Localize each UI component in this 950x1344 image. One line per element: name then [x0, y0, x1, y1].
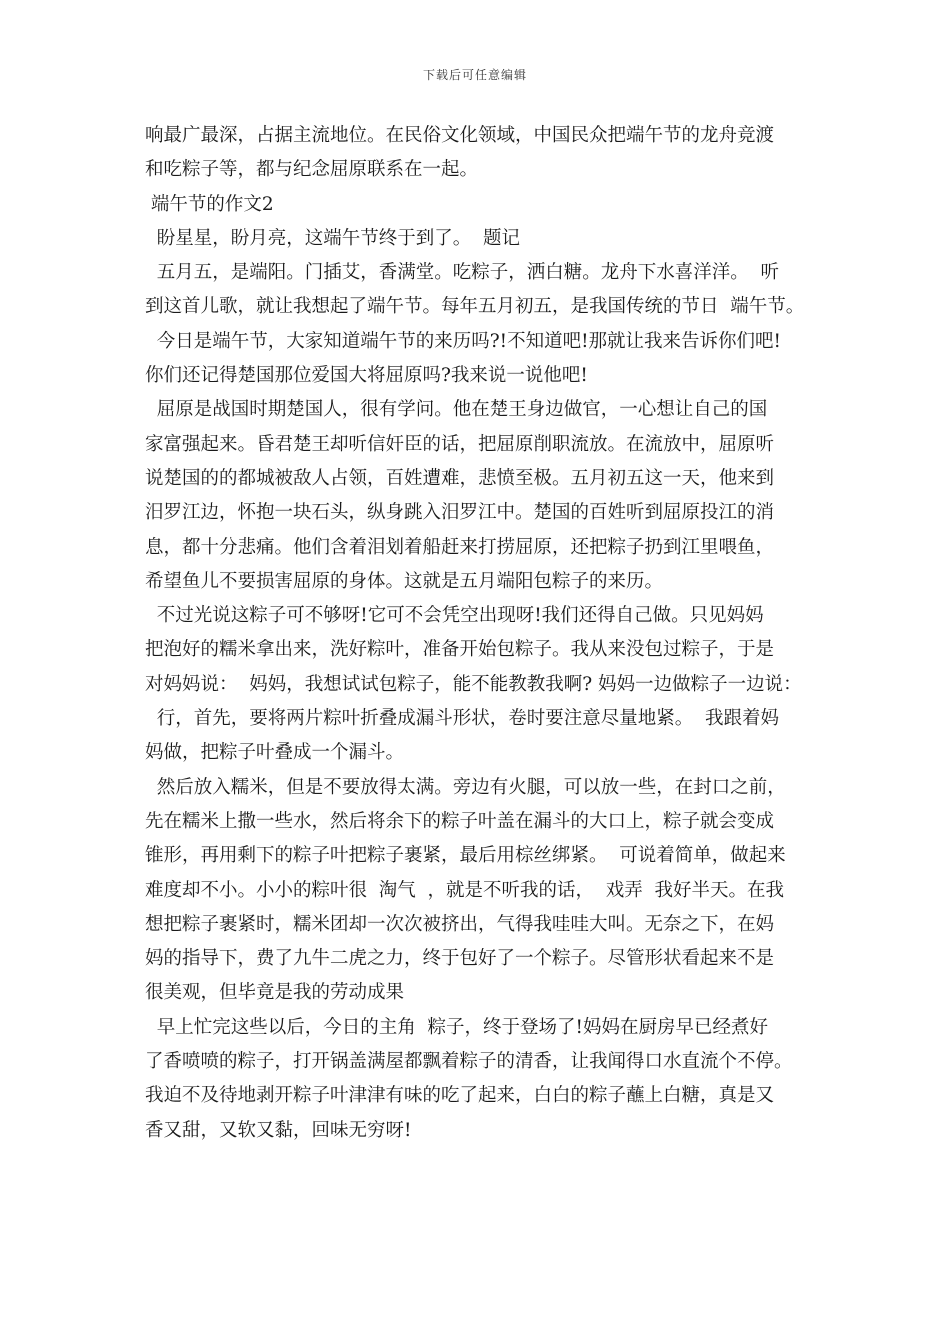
text-line: 很美观，但毕竟是我的劳动成果 — [145, 982, 405, 1004]
text-line: 说楚国的的都城被敌人占领，百姓遭难，悲愤至极。五月初五这一天，他来到 — [145, 467, 775, 489]
essay-body — [145, 119, 831, 1148]
text-line: 香又甜，又软又黏，回味无穷呀! — [145, 1119, 412, 1141]
text-line: 想把粽子裹紧时，糯米团却一次次被挤出，气得我哇哇大叫。无奈之下，在妈 — [145, 913, 775, 935]
text-line: 五月五，是端阳。门插艾，香满堂。吃粽子，洒白糖。龙舟下水喜洋洋。 听 — [145, 262, 780, 284]
text-line: 盼星星，盼月亮，这端午节终于到了。 题记 — [145, 227, 521, 249]
text-line: 到这首儿歌，就让我想起了端午节。每年五月初五，是我国传统的节日 端午节。 — [145, 296, 805, 318]
text-line: 我迫不及待地剥开粽子叶津津有味的吃了起来，白白的粽子蘸上白糖，真是又 — [145, 1085, 775, 1107]
text-line: 然后放入糯米，但是不要放得太满。旁边有火腿，可以放一些，在封口之前， — [145, 776, 786, 798]
text-line: 息，都十分悲痛。他们含着泪划着船赶来打捞屈原，还把粽子扔到江里喂鱼， — [145, 536, 775, 558]
text-line: 和吃粽子等，都与纪念屈原联系在一起。 — [145, 159, 479, 181]
text-line: 对妈妈说： 妈妈，我想试试包粽子，能不能教教我啊? 妈妈一边做粽子一边说： — [145, 673, 802, 695]
text-line: 早上忙完这些以后，今日的主角 粽子，终于登场了!妈妈在厨房早已经煮好 — [145, 1016, 768, 1038]
text-line: 行，首先，要将两片粽叶折叠成漏斗形状，卷时要注意尽量地紧。 我跟着妈 — [145, 708, 780, 730]
text-line: 汨罗江边，怀抱一块石头，纵身跳入汨罗江中。楚国的百姓听到屈原投江的消 — [145, 502, 775, 524]
text-line: 响最广最深，占据主流地位。在民俗文化领域，中国民众把端午节的龙舟竞渡 — [145, 125, 775, 146]
text-line: 把泡好的糯米拿出来，洗好粽叶，准备开始包粽子。我从来没包过粽子，于是 — [145, 639, 775, 661]
text-line: 希望鱼儿不要损害屈原的身体。这就是五月端阳包粽子的来历。 — [145, 570, 664, 592]
text-line: 妈的指导下，费了九牛二虎之力，终于包好了一个粽子。尽管形状看起来不是 — [145, 948, 775, 970]
text-line: 锥形，再用剩下的粽子叶把粽子裹紧，最后用棕丝绑紧。 可说着简单，做起来 — [145, 845, 786, 867]
text-line: 你们还记得楚国那位爱国大将屈原吗?我来说一说他吧! — [145, 365, 588, 387]
text-line: 妈做，把粽子叶叠成一个漏斗。 — [145, 742, 405, 764]
essay-title: 端午节的作文2 — [145, 193, 274, 215]
text-line: 今日是端午节，大家知道端午节的来历吗?!不知道吧!那就让我来告诉你们吧! — [145, 330, 781, 352]
text-line: 难度却不小。小小的粽叶很 淘气 ，就是不听我的话， 戏弄 我好半天。在我 — [145, 879, 785, 901]
text-line: 先在糯米上撒一些水，然后将余下的粽子叶盖在漏斗的大口上，粽子就会变成 — [145, 810, 775, 832]
text-line: 了香喷喷的粽子，打开锅盖满屋都飘着粽子的清香，让我闻得口水直流个不停。 — [145, 1051, 793, 1073]
page-header: 下载后可任意编辑 — [422, 68, 527, 82]
text-line: 家富强起来。昏君楚王却听信奸臣的话，把屈原削职流放。在流放中，屈原听 — [145, 433, 775, 455]
text-line: 屈原是战国时期楚国人，很有学问。他在楚王身边做官，一心想让自己的国 — [145, 399, 768, 421]
text-line: 不过光说这粽子可不够呀!它可不会凭空出现呀!我们还得自己做。只见妈妈 — [145, 605, 764, 627]
